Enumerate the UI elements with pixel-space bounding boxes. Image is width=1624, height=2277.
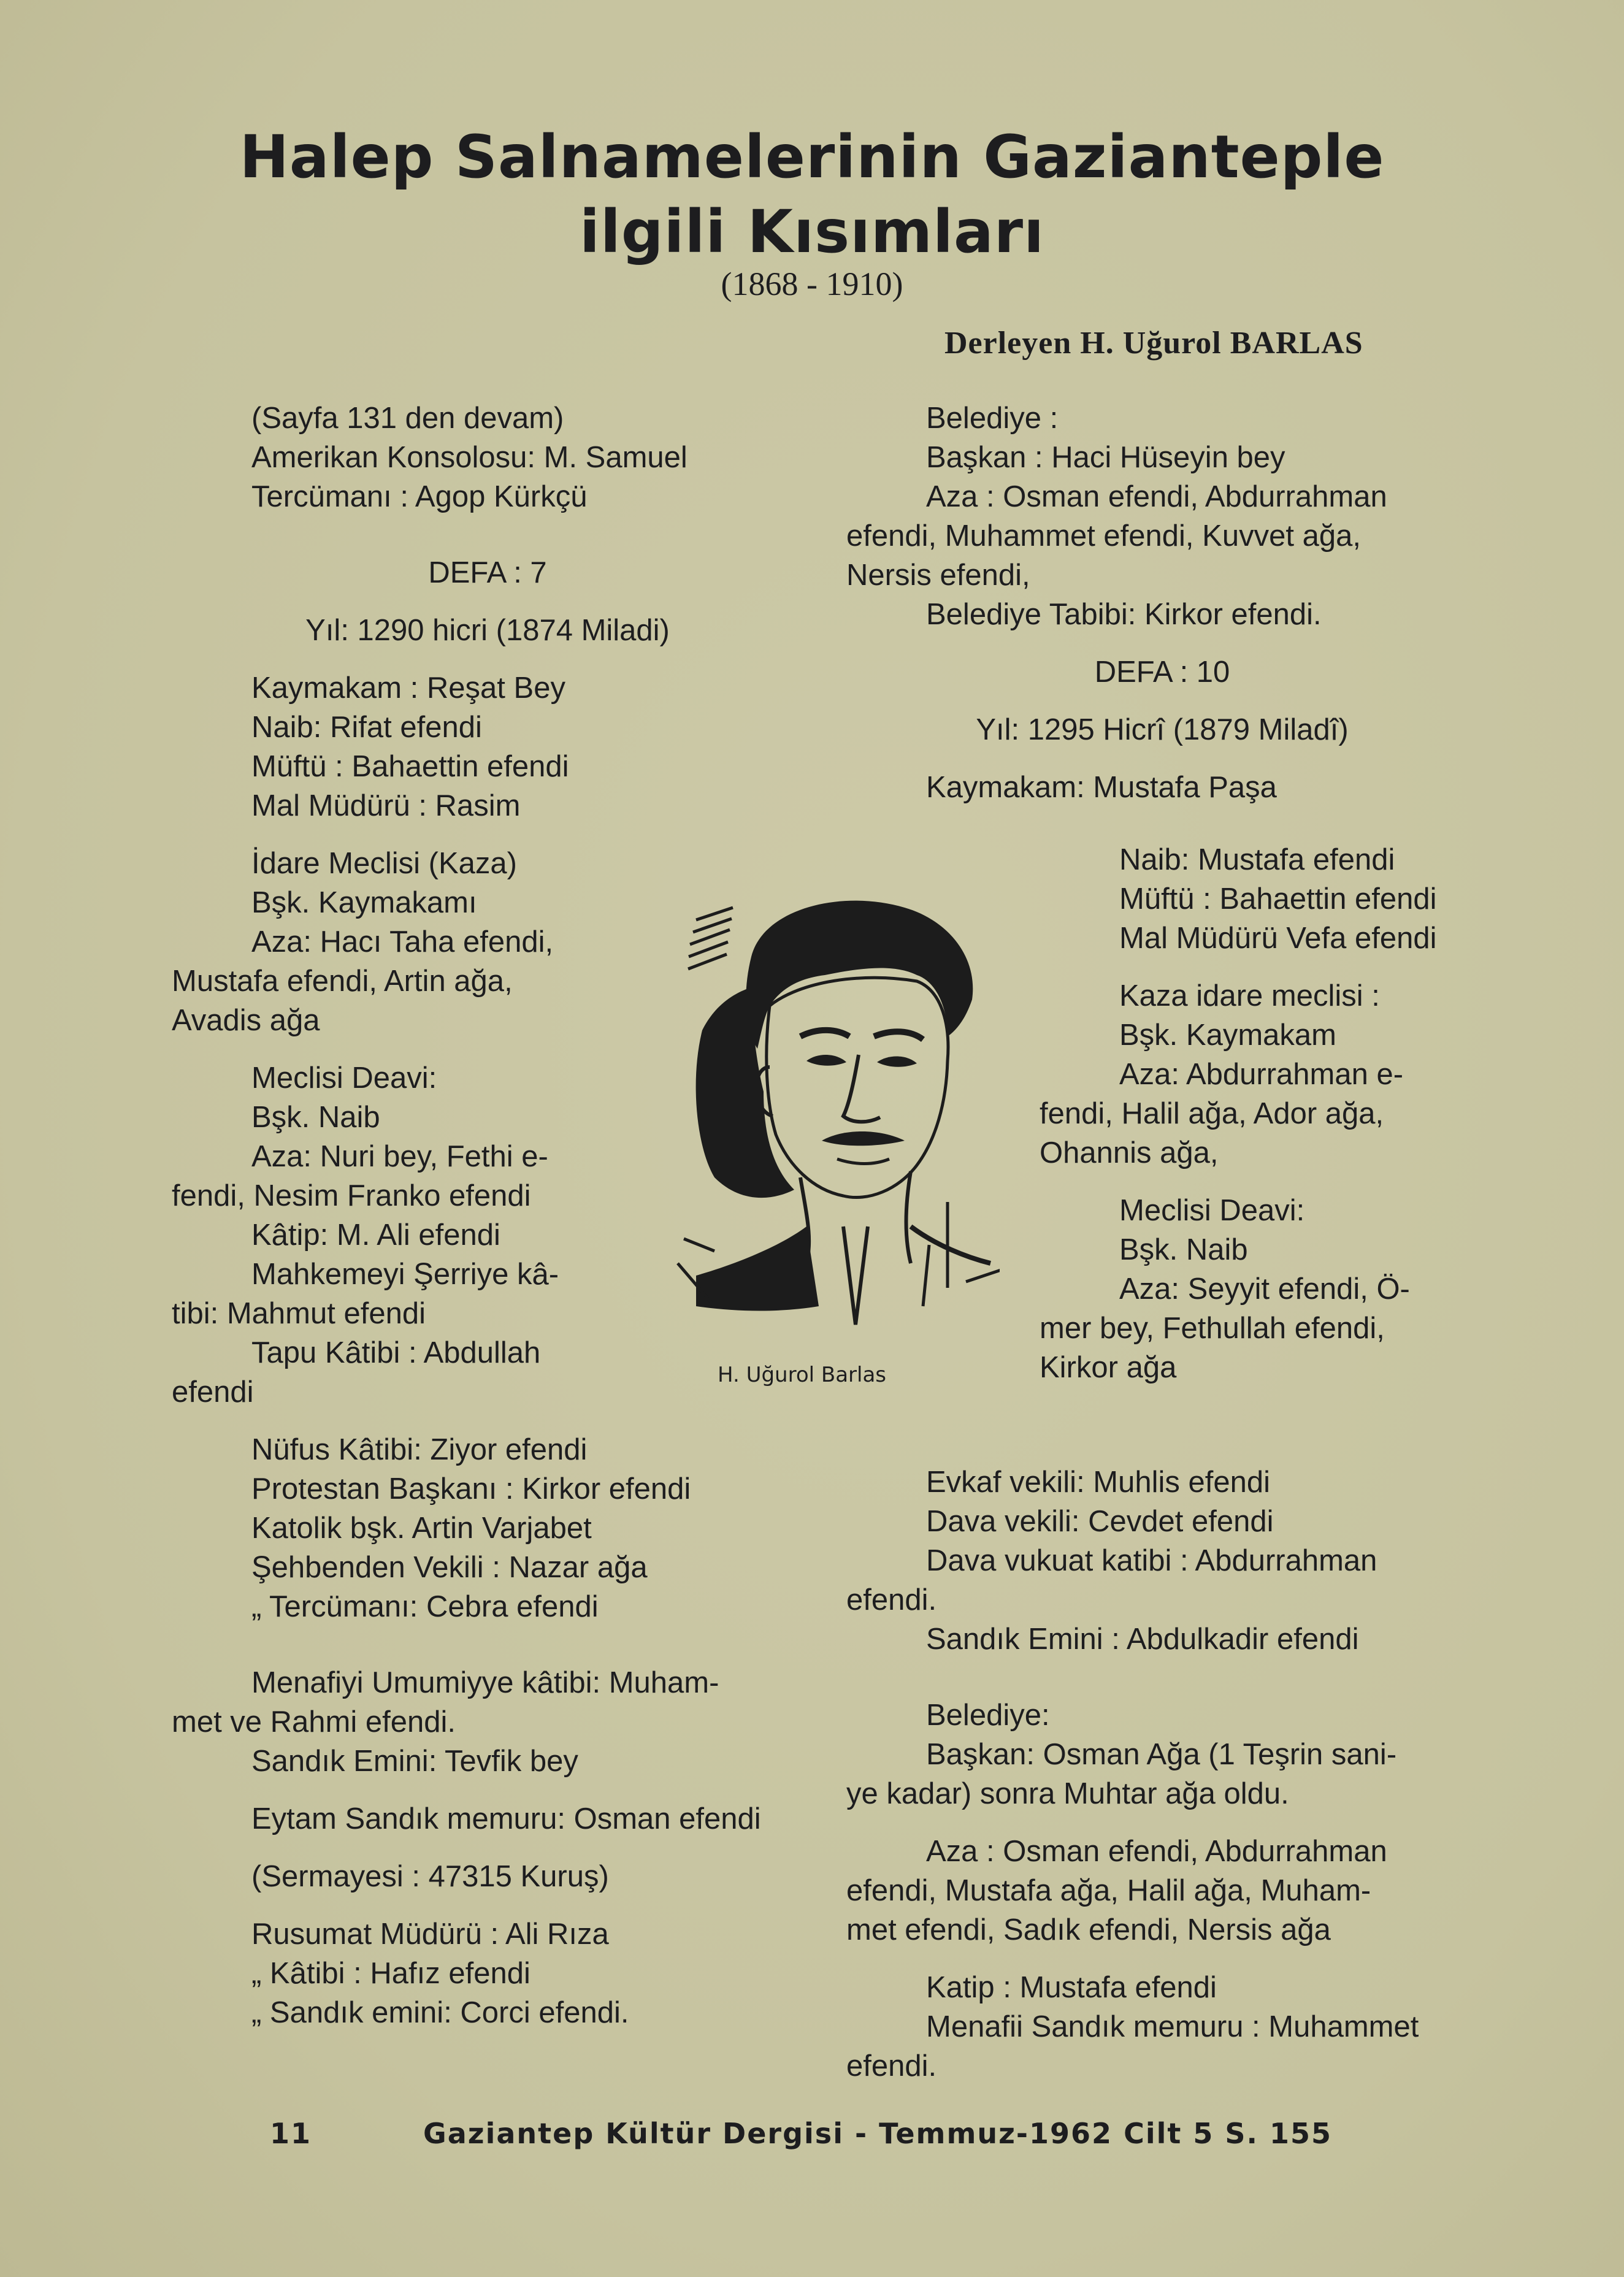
left-column-line: Naib: Rifat efendi [251,711,482,744]
left-column-line: Mal Müdürü : Rasim [251,789,521,822]
right-column-middle [1040,840,1481,1387]
right-column-top [846,399,1478,807]
left-column-line: Sandık Emini: Tevfik bey [251,1745,578,1778]
left-column-line: Rusumat Müdürü : Ali Rıza [251,1918,609,1951]
right-column-bottom-line: efendi. [846,1583,937,1617]
left-column-line: Eytam Sandık memuru: Osman efendi [251,1802,761,1835]
left-column-line: (Sermayesi : 47315 Kuruş) [251,1860,609,1893]
right-column-top-line: Yıl: 1295 Hicrî (1879 Miladî) [976,713,1349,746]
right-column-bottom-line: efendi. [846,2049,937,2083]
right-column-bottom-line: Sandık Emini : Abdulkadir efendi [926,1623,1359,1656]
right-column-middle-line: Kirkor ağa [1040,1351,1177,1384]
left-column-line: Tercümanı : Agop Kürkçü [251,480,588,513]
right-column-middle-line: mer bey, Fethullah efendi, [1040,1312,1385,1345]
right-column-middle-line: Müftü : Bahaettin efendi [1119,882,1437,916]
right-column-middle-line: Naib: Mustafa efendi [1119,843,1395,876]
right-column-bottom-line: Evkaf vekili: Muhlis efendi [926,1466,1271,1499]
left-column-line: Bşk. Naib [251,1101,380,1134]
right-column-middle-line: Meclisi Deavi: [1119,1194,1305,1227]
left-column-line: „ Kâtibi : Hafız efendi [251,1957,530,1990]
right-column-middle-line: Kaza idare meclisi : [1119,979,1380,1012]
title-line-1: Halep Salnamelerinin Gazianteple [239,123,1385,191]
left-column-line: Aza: Nuri bey, Fethi e- [251,1140,548,1173]
left-column-line: Bşk. Kaymakamı [251,886,477,919]
left-column-line: tibi: Mahmut efendi [172,1297,426,1330]
right-column-bottom-line: met efendi, Sadık efendi, Nersis ağa [846,1913,1331,1946]
right-column-top-line: Belediye Tabibi: Kirkor efendi. [926,598,1322,631]
left-column-line: Mustafa efendi, Artin ağa, [172,965,513,998]
right-column-top-line: efendi, Muhammet efendi, Kuvvet ağa, [846,519,1361,553]
right-column-middle-line: Aza: Seyyit efendi, Ö- [1119,1272,1410,1306]
right-column-bottom-line: efendi, Mustafa ağa, Halil ağa, Muham- [846,1874,1371,1907]
left-column-line: fendi, Nesim Franko efendi [172,1179,531,1212]
left-column-line: Meclisi Deavi: [251,1062,437,1095]
left-column-line: Protestan Başkanı : Kirkor efendi [251,1472,691,1506]
right-column-middle-line: Ohannis ağa, [1040,1136,1219,1169]
right-column-middle-line: Bşk. Kaymakam [1119,1019,1336,1052]
left-column-line: Mahkemeyi Şerriye kâ- [251,1258,559,1291]
right-column-middle-line: fendi, Halil ağa, Ador ağa, [1040,1097,1384,1130]
left-column-line: met ve Rahmi efendi. [172,1705,456,1739]
right-column-bottom-line: ye kadar) sonra Muhtar ağa oldu. [846,1777,1289,1810]
compiler: Derleyen H. Uğurol BARLAS [944,326,1363,361]
right-column-bottom-line: Dava vekili: Cevdet efendi [926,1505,1274,1538]
left-column-line: DEFA : 7 [428,556,547,589]
years: (1868 - 1910) [721,266,903,302]
right-column-top-line: Kaymakam: Mustafa Paşa [926,771,1277,804]
portrait-caption: H. Uğurol Barlas [718,1363,887,1387]
right-column-top-line: Belediye : [926,402,1059,435]
left-column-line: Kâtip: M. Ali efendi [251,1219,500,1252]
right-column-bottom-line: Belediye: [926,1699,1050,1732]
right-column-bottom-line: Aza : Osman efendi, Abdurrahman [926,1835,1387,1868]
right-column-top-line: Nersis efendi, [846,559,1030,592]
right-column-bottom-line: Katip : Mustafa efendi [926,1971,1217,2004]
footer-page-number: 11 [270,2117,312,2150]
right-column-middle-line: Mal Müdürü Vefa efendi [1119,922,1437,955]
left-column-line: Katolik bşk. Artin Varjabet [251,1512,592,1545]
title-line-2: ilgili Kısımları [580,197,1044,266]
left-column-line: Şehbenden Vekili : Nazar ağa [251,1551,648,1584]
right-column-bottom-line: Menafii Sandık memuru : Muhammet [926,2010,1419,2043]
right-column-top-line: Aza : Osman efendi, Abdurrahman [926,480,1387,513]
right-column-bottom [846,1463,1478,2086]
right-column-bottom-line: Başkan: Osman Ağa (1 Teşrin sani- [926,1738,1397,1771]
left-column-line: Menafiyi Umumiyye kâtibi: Muham- [251,1666,719,1699]
left-column-line: „ Sandık emini: Corci efendi. [251,1996,629,2029]
left-column-line: Yıl: 1290 hicri (1874 Miladi) [305,614,670,647]
left-column-line: Avadis ağa [172,1004,320,1037]
left-column-line: Müftü : Bahaettin efendi [251,750,569,783]
right-column-top-line: Başkan : Haci Hüseyin bey [926,441,1285,474]
left-column-line: Amerikan Konsolosu: M. Samuel [251,441,688,474]
left-column-line: Kaymakam : Reşat Bey [251,672,565,705]
left-column-line: efendi [172,1376,254,1409]
left-column-line: „ Tercümanı: Cebra efendi [251,1590,599,1623]
footer-journal: Gaziantep Kültür Dergisi - Temmuz-1962 Cilt 5 S. 155 [423,2117,1333,2150]
right-column-middle-line: Bşk. Naib [1119,1233,1248,1266]
right-column-top-line: DEFA : 10 [1094,656,1230,689]
right-column-middle-line: Aza: Abdurrahman e- [1119,1058,1404,1091]
left-column-line: İdare Meclisi (Kaza) [251,847,517,880]
left-column-line: Tapu Kâtibi : Abdullah [251,1336,541,1369]
right-column-bottom-line: Dava vukuat katibi : Abdurrahman [926,1544,1377,1577]
left-column-line: Nüfus Kâtibi: Ziyor efendi [251,1433,588,1466]
author-portrait [659,883,1000,1331]
left-column-line: Aza: Hacı Taha efendi, [251,925,554,959]
left-column-line: (Sayfa 131 den devam) [251,402,564,435]
